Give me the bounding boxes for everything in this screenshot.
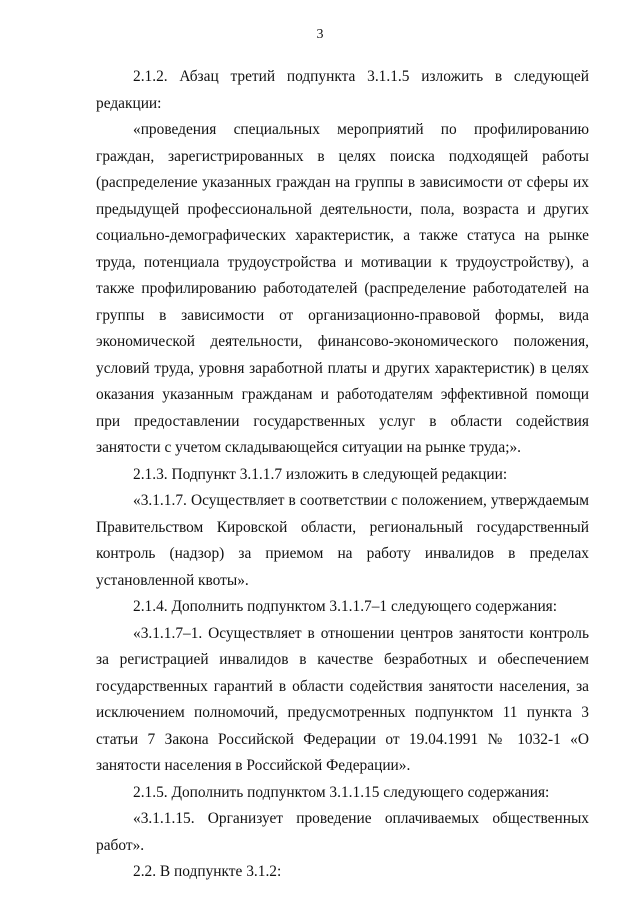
paragraph-quote-3-1-1-7: «3.1.1.7. Осуществляет в соответствии с положением, утверждаемым Правительством Кировской области, региональный государственный контроль (надзор) за приемом на работу инвалидов в пределах установленной квоты». <box>96 492 589 589</box>
paragraph-quote-3-1-1-7-1: «3.1.1.7–1. Осуществляет в отношении центров занятости контроль за регистрацией инвалидов в качестве безработных и обеспечением государственных гарантий в области содействия занятости населения, за исключением полномочий, предусмотренных подпунктом 11 пункта 3 статьи 7 Закона Российской Федерации от 19.04.1991 № 1032-1 «О занятости населения в Российской Федерации». <box>96 624 589 774</box>
paragraph-quote-3-1-1-15: «3.1.1.15. Организует проведение оплачиваемых общественных работ». <box>96 810 589 854</box>
paragraph-2-1-2: 2.1.2. Абзац третий подпункта 3.1.1.5 изложить в следующей редакции: <box>96 68 589 112</box>
paragraph-2-1-5: 2.1.5. Дополнить подпунктом 3.1.1.15 следующего содержания: <box>133 783 550 801</box>
paragraph-2-1-3: 2.1.3. Подпункт 3.1.1.7 изложить в следующей редакции: <box>133 465 508 483</box>
document-body <box>96 64 589 886</box>
paragraph-quote-3-1-1-5: «проведения специальных мероприятий по профилированию граждан, зарегистрированных в целях поиска подходящей работы (распределение указанных граждан на группы в зависимости от сферы их предыдущей профессиональной деятельности, пола, возраста и других социально-демографических характеристик, а также статуса на рынке труда, потенциала трудоустройства и мотивации к трудоустройству), а также профилированию работодателей (распределение работодателей на группы в зависимости от организационно-правовой формы, вида экономической деятельности, финансово-экономического положения, условий труда, уровня заработной платы и других характеристик) в целях оказания указанным гражданам и работодателям эффективной помощи при предоставлении государственных услуг в области содействия занятости с учетом складывающейся ситуации на рынке труда;». <box>96 121 589 456</box>
paragraph-2-2: 2.2. В подпункте 3.1.2: <box>133 863 282 880</box>
page-number: 3 <box>316 27 324 42</box>
paragraph-2-1-4: 2.1.4. Дополнить подпунктом 3.1.1.7–1 следующего содержания: <box>133 598 558 615</box>
